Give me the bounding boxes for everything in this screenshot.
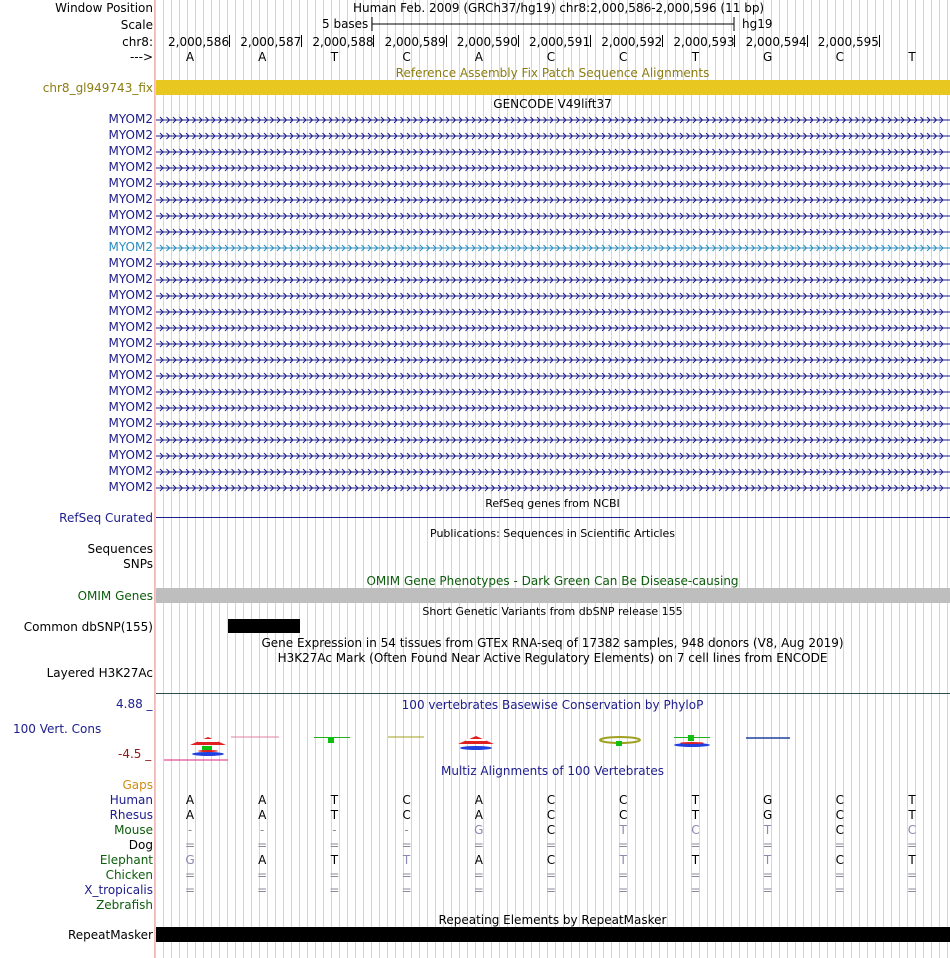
multiz-base: = — [401, 868, 412, 882]
gencode-gene-label[interactable]: MYOM2 — [108, 224, 153, 238]
ruler-position: 2,000,589 — [384, 35, 446, 49]
chrom-label: chr8: — [122, 35, 153, 49]
logo-glyph-3 — [314, 737, 350, 743]
multiz-base: C — [835, 793, 844, 807]
omim-track-title: OMIM Gene Phenotypes - Dark Green Can Be Disease-causing — [366, 574, 739, 588]
multiz-base: = — [473, 868, 484, 882]
h3k27ac-track-label[interactable]: Layered H3K27Ac — [46, 666, 153, 680]
gencode-transcript[interactable] — [156, 402, 950, 416]
ruler-tick — [373, 35, 374, 47]
multiz-species-label[interactable]: Zebrafish — [96, 898, 153, 912]
phylop-track-title: 100 vertebrates Basewise Conservation by PhyloP — [401, 698, 704, 712]
multiz-base: G — [762, 793, 773, 807]
multiz-base: = — [762, 883, 773, 897]
multiz-base: T — [908, 793, 916, 807]
multiz-base: C — [907, 823, 917, 837]
reference-base: A — [185, 50, 195, 64]
reference-base: C — [618, 50, 628, 64]
multiz-base: - — [187, 823, 193, 837]
ruler-position: 2,000,586 — [168, 35, 230, 49]
multiz-base: - — [260, 823, 265, 837]
multiz-base: T — [402, 853, 411, 867]
reference-base: C — [402, 50, 411, 64]
multiz-base: T — [691, 808, 700, 822]
multiz-base: = — [906, 838, 918, 852]
multiz-base: A — [185, 808, 195, 822]
multiz-base: T — [908, 853, 916, 867]
multiz-base: C — [835, 853, 844, 867]
gencode-transcript[interactable] — [156, 386, 950, 400]
logo-glyph-1 — [190, 737, 226, 756]
ruler-position: 2,000,588 — [312, 35, 374, 49]
multiz-base: = — [257, 838, 268, 852]
phylop-min-label: -4.5 _ — [118, 747, 152, 761]
gencode-transcript[interactable] — [156, 226, 950, 240]
multiz-base: C — [546, 793, 556, 807]
reference-base: T — [330, 50, 339, 64]
multiz-species-label[interactable]: Chicken — [105, 868, 153, 882]
multiz-base: T — [619, 853, 627, 867]
multiz-base: A — [258, 853, 267, 867]
ruler-position: 2,000,591 — [529, 35, 591, 49]
multiz-base: = — [401, 883, 412, 897]
gencode-gene-label[interactable]: MYOM2 — [108, 176, 153, 190]
multiz-base: = — [184, 883, 196, 897]
ruler-position: 2,000,595 — [817, 35, 879, 49]
gencode-gene-label[interactable]: MYOM2 — [108, 320, 153, 334]
multiz-base: = — [762, 838, 773, 852]
ruler-position: 2,000,594 — [745, 35, 807, 49]
multiz-base: T — [763, 853, 772, 867]
window-position-value: Human Feb. 2009 (GRCh37/hg19) chr8:2,000,586-2,000,596 (11 bp) — [353, 1, 765, 15]
gencode-gene-label[interactable]: MYOM2 — [108, 272, 153, 286]
multiz-base: = — [473, 883, 484, 897]
gencode-gene-label[interactable]: MYOM2 — [108, 304, 153, 318]
multiz-base: T — [908, 808, 916, 822]
gencode-transcript[interactable] — [156, 450, 950, 464]
phylop-track-label[interactable]: 100 Vert. Cons — [13, 722, 102, 736]
multiz-base: = — [184, 838, 196, 852]
reference-base: C — [546, 50, 556, 64]
ruler-tick — [301, 35, 302, 47]
multiz-base: A — [185, 793, 195, 807]
multiz-base: C — [402, 793, 411, 807]
gencode-transcript[interactable] — [156, 194, 950, 208]
repeatmasker-element-bar[interactable] — [156, 927, 950, 942]
gencode-gene-label[interactable]: MYOM2 — [108, 128, 153, 142]
scale-value: 5 bases — [322, 17, 369, 31]
reference-base: T — [908, 50, 916, 64]
multiz-base: = — [329, 883, 340, 897]
dbsnp-track-label[interactable]: Common dbSNP(155) — [23, 620, 153, 634]
multiz-base: = — [329, 868, 340, 882]
gencode-gene-label[interactable]: MYOM2 — [108, 240, 153, 254]
gencode-transcript[interactable] — [156, 338, 950, 352]
gencode-gene-label[interactable]: MYOM2 — [108, 400, 153, 414]
ruler-position: 2,000,593 — [673, 35, 735, 49]
gencode-gene-label[interactable]: MYOM2 — [108, 192, 153, 206]
multiz-gaps-label[interactable]: Gaps — [122, 778, 153, 792]
publications-snps-label[interactable]: SNPs — [123, 557, 153, 571]
window-position-label: Window Position — [55, 1, 153, 15]
scale-assembly: hg19 — [742, 17, 773, 31]
multiz-base: T — [330, 853, 339, 867]
multiz-base: = — [690, 838, 701, 852]
gencode-transcript[interactable] — [156, 418, 950, 432]
publications-sequences-label[interactable]: Sequences — [87, 542, 153, 556]
gencode-gene-label[interactable]: MYOM2 — [108, 112, 153, 126]
multiz-species-label[interactable]: Elephant — [99, 853, 153, 867]
ruler-position: 2,000,592 — [601, 35, 663, 49]
gencode-transcript[interactable] — [156, 114, 950, 128]
multiz-base: = — [545, 883, 557, 897]
gencode-gene-label[interactable]: MYOM2 — [108, 256, 153, 270]
scale-label: Scale — [120, 18, 153, 32]
reference-base: A — [258, 50, 267, 64]
logo-glyph-5 — [458, 736, 494, 750]
multiz-base: C — [835, 808, 844, 822]
multiz-base: - — [404, 823, 409, 837]
reference-base: A — [474, 50, 483, 64]
multiz-species-label[interactable]: X_tropicalis — [84, 883, 153, 897]
multiz-base: = — [834, 883, 845, 897]
refseq-gene-line[interactable] — [156, 517, 950, 518]
gencode-gene-label[interactable]: MYOM2 — [108, 288, 153, 302]
multiz-base: C — [546, 853, 556, 867]
h3k27ac-track-title: H3K27Ac Mark (Often Found Near Active Regulatory Elements) on 7 cell lines from ENCODE — [277, 651, 828, 665]
gencode-gene-label[interactable]: MYOM2 — [108, 144, 153, 158]
gencode-transcript[interactable] — [156, 482, 950, 496]
multiz-base: T — [691, 853, 700, 867]
gencode-transcript[interactable] — [156, 130, 950, 144]
multiz-base: = — [906, 868, 918, 882]
dbsnp-variant-bar[interactable] — [228, 619, 300, 633]
multiz-base: = — [184, 868, 196, 882]
refseq-track-label[interactable]: RefSeq Curated — [59, 511, 153, 525]
gencode-gene-label[interactable]: MYOM2 — [108, 432, 153, 446]
multiz-base: = — [834, 838, 845, 852]
strand-label: ---> — [129, 50, 153, 64]
ruler-tick — [807, 35, 808, 47]
multiz-base: C — [402, 808, 411, 822]
multiz-base: = — [329, 838, 340, 852]
gencode-transcript[interactable] — [156, 274, 950, 288]
logo-glyph-8 — [674, 735, 710, 747]
gencode-gene-label[interactable]: MYOM2 — [108, 416, 153, 430]
fix-patch-alignment-bar[interactable] — [156, 80, 950, 95]
multiz-base: - — [332, 823, 337, 837]
multiz-base: C — [835, 823, 844, 837]
multiz-species-label[interactable]: Human — [109, 793, 153, 807]
gencode-transcript[interactable] — [156, 242, 950, 256]
gencode-transcript[interactable] — [156, 354, 950, 368]
fix-patch-track-label[interactable]: chr8_gl949743_fix — [42, 81, 153, 95]
multiz-base: C — [546, 823, 556, 837]
multiz-base: = — [690, 868, 701, 882]
multiz-base: G — [474, 823, 484, 837]
omim-gene-bar[interactable] — [156, 588, 950, 603]
reference-base: T — [691, 50, 700, 64]
reference-base: G — [762, 50, 773, 64]
gencode-transcript[interactable] — [156, 178, 950, 192]
multiz-base: A — [474, 793, 483, 807]
multiz-base: G — [185, 853, 195, 867]
ruler-tick — [590, 35, 591, 47]
logo-glyph-7 — [600, 737, 640, 746]
gencode-gene-label[interactable]: MYOM2 — [108, 368, 153, 382]
gencode-transcript[interactable] — [156, 290, 950, 304]
gencode-transcript[interactable] — [156, 322, 950, 336]
reference-base: C — [835, 50, 844, 64]
ruler-position: 2,000,587 — [240, 35, 302, 49]
gencode-transcript[interactable] — [156, 434, 950, 448]
repeatmasker-track-label[interactable]: RepeatMasker — [67, 928, 153, 942]
multiz-base: T — [763, 823, 772, 837]
multiz-base: C — [618, 808, 628, 822]
gencode-gene-label[interactable]: MYOM2 — [108, 384, 153, 398]
multiz-base: = — [690, 883, 701, 897]
gencode-gene-label[interactable]: MYOM2 — [108, 336, 153, 350]
scale-bar — [370, 14, 740, 34]
multiz-base: A — [258, 808, 267, 822]
multiz-base: = — [257, 883, 268, 897]
ruler-tick — [662, 35, 663, 47]
gencode-transcript[interactable] — [156, 466, 950, 480]
gencode-transcript[interactable] — [156, 306, 950, 320]
multiz-base: C — [546, 808, 556, 822]
gencode-gene-label[interactable]: MYOM2 — [108, 208, 153, 222]
multiz-base: T — [691, 793, 700, 807]
ruler-position: 2,000,590 — [456, 35, 518, 49]
gtex-track-title: Gene Expression in 54 tissues from GTEx RNA-seq of 17382 samples, 948 donors (V8, Aug 2019) — [261, 636, 844, 650]
multiz-base: = — [545, 838, 557, 852]
ruler-tick — [879, 35, 880, 47]
multiz-base: G — [762, 808, 773, 822]
multiz-base: T — [330, 808, 339, 822]
gencode-transcript[interactable] — [156, 258, 950, 272]
repeatmasker-track-title: Repeating Elements by RepeatMasker — [438, 913, 667, 927]
phylop-conservation-plot[interactable] — [156, 732, 950, 764]
omim-track-label[interactable]: OMIM Genes — [77, 589, 153, 603]
ruler-tick — [446, 35, 447, 47]
multiz-base: T — [619, 823, 627, 837]
phylop-max-label: 4.88 _ — [116, 697, 153, 711]
ruler-tick — [229, 35, 230, 47]
multiz-base: = — [401, 838, 412, 852]
multiz-base: A — [474, 808, 483, 822]
publications-track-title: Publications: Sequences in Scientific Articles — [430, 527, 675, 540]
multiz-base: = — [618, 883, 629, 897]
gencode-transcript[interactable] — [156, 146, 950, 160]
fix-patch-track-title: Reference Assembly Fix Patch Sequence Alignments — [395, 66, 710, 80]
refseq-track-title: RefSeq genes from NCBI — [485, 497, 620, 510]
multiz-base: = — [834, 868, 845, 882]
gencode-transcript[interactable] — [156, 370, 950, 384]
gencode-gene-label[interactable]: MYOM2 — [108, 448, 153, 462]
multiz-species-label[interactable]: Rhesus — [109, 808, 153, 822]
ruler-tick — [734, 35, 735, 47]
multiz-base: T — [330, 793, 339, 807]
multiz-base: A — [258, 793, 267, 807]
multiz-species-label[interactable]: Dog — [128, 838, 153, 852]
gencode-gene-label[interactable]: MYOM2 — [108, 464, 153, 478]
gencode-gene-label[interactable]: MYOM2 — [108, 160, 153, 174]
gencode-gene-label[interactable]: MYOM2 — [108, 480, 153, 494]
multiz-base: = — [762, 868, 773, 882]
multiz-base: C — [618, 793, 628, 807]
multiz-base: = — [257, 868, 268, 882]
h3k27ac-baseline — [156, 693, 950, 694]
multiz-base: = — [545, 868, 557, 882]
multiz-track-title: Multiz Alignments of 100 Vertebrates — [440, 764, 665, 778]
multiz-base: C — [691, 823, 700, 837]
multiz-species-label[interactable]: Mouse — [114, 823, 153, 837]
gencode-track-title: GENCODE V49lift37 — [493, 97, 612, 111]
gencode-transcript[interactable] — [156, 210, 950, 224]
gencode-gene-label[interactable]: MYOM2 — [108, 352, 153, 366]
multiz-base: = — [906, 883, 918, 897]
multiz-base: = — [618, 868, 629, 882]
gencode-transcript[interactable] — [156, 162, 950, 176]
ruler-tick — [518, 35, 519, 47]
dbsnp-track-title: Short Genetic Variants from dbSNP release 155 — [422, 605, 683, 618]
multiz-base: A — [474, 853, 483, 867]
multiz-base: = — [473, 838, 484, 852]
multiz-base: = — [618, 838, 629, 852]
